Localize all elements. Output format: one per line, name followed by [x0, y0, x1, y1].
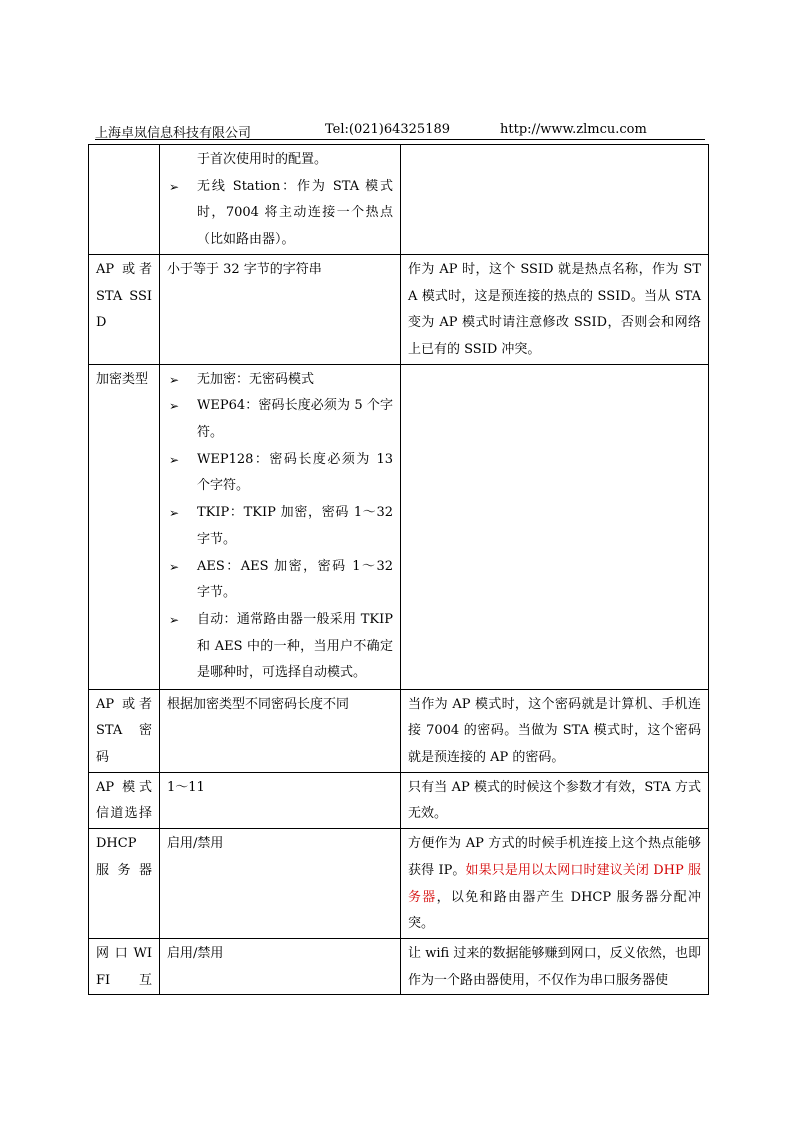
arrow-bullet-icon: ➢ [169, 372, 180, 387]
list-item [167, 447, 393, 500]
page-header [95, 121, 705, 140]
list-item-continued: 于首次使用时的配置。 [197, 152, 328, 167]
remark-highlight-text: 如果只是用以太网口时建议关闭 DHP 服务器 [408, 862, 701, 905]
table-row [89, 689, 709, 772]
arrow-bullet-icon: ➢ [169, 559, 180, 574]
table-row [89, 829, 709, 939]
list-item [167, 554, 393, 607]
param-value-cell: 启用/禁用 [160, 829, 401, 939]
param-value-cell: 根据加密类型不同密码长度不同 [160, 689, 401, 772]
remark-text: 方便作为 AP 方式的时候手机连接上这个热点能够获得 IP。 [408, 836, 701, 878]
header-company: 上海卓岚信息科技有限公司 [95, 126, 252, 141]
table-row [89, 254, 709, 364]
parameter-table [88, 144, 709, 995]
arrow-bullet-icon: ➢ [169, 506, 180, 521]
list-item [167, 393, 393, 446]
param-value-cell: 启用/禁用 [160, 938, 401, 994]
param-remark-cell: 当作为 AP 模式时，这个密码就是计算机、手机连接 7004 的密码。当做为 STA 模式时，这个密码就是预连接的 AP 的密码。 [401, 689, 709, 772]
param-name-cell: 网 口 WIFI 互 [89, 938, 160, 994]
param-value-cell: 小于等于 32 字节的字符串 [160, 254, 401, 364]
param-name-cell: 加密类型 [89, 364, 160, 689]
list-item [167, 174, 393, 254]
header-url: http://www.zlmcu.com [500, 122, 647, 137]
param-remark-cell: 让 wifi 过来的数据能够赚到网口，反义依然，也即作为一个路由器使用，不仅作为串口服务器使 [401, 938, 709, 994]
table-row [89, 938, 709, 994]
list-item [167, 367, 393, 394]
param-value-cell: 1～11 [160, 772, 401, 828]
arrow-bullet-icon: ➢ [169, 612, 180, 627]
list-item-text: 无加密：无密码模式 [197, 371, 315, 387]
table-row [89, 145, 709, 255]
list-item-text: AES：AES 加密，密码 1～32 字节。 [197, 558, 393, 601]
param-name-cell: AP 模式信道选择 [89, 772, 160, 828]
list-item-text: WEP64：密码长度必须为 5 个字符。 [197, 398, 393, 441]
arrow-bullet-icon: ➢ [169, 399, 180, 414]
param-remark-cell [401, 829, 709, 939]
param-value-cell [160, 364, 401, 689]
list-item [167, 607, 393, 687]
param-name-cell: DHCP 服务器 [89, 829, 160, 939]
param-name-cell [89, 145, 160, 255]
param-value-cell [160, 145, 401, 255]
param-remark-cell: 只有当 AP 模式的时候这个参数才有效，STA 方式无效。 [401, 772, 709, 828]
param-remark-cell [401, 364, 709, 689]
list-item-text: WEP128：密码长度必须为 13 个字符。 [197, 451, 393, 494]
param-name-cell: AP 或者 STA SSID [89, 254, 160, 364]
arrow-bullet-icon: ➢ [169, 452, 180, 467]
param-name-cell: AP 或者 STA 密码 [89, 689, 160, 772]
list-item-text: 自动：通常路由器一般采用 TKIP 和 AES 中的一种，当用户不确定是哪种时，可选择自动模式。 [197, 611, 393, 681]
remark-text: ，以免和路由器产生 DHCP 服务器分配冲突。 [408, 889, 701, 932]
list-item-text: 无线 Station：作为 STA 模式时，7004 将主动连接一个热点（比如路由器）。 [197, 178, 393, 248]
list-item [167, 500, 393, 553]
list-item-text: TKIP：TKIP 加密，密码 1～32 字节。 [197, 505, 393, 547]
param-remark-cell [401, 145, 709, 255]
table-row [89, 772, 709, 828]
arrow-bullet-icon: ➢ [169, 179, 180, 194]
table-row [89, 364, 709, 689]
param-remark-cell: 作为 AP 时，这个 SSID 就是热点名称，作为 STA 模式时，这是预连接的热点的 SSID。当从 STA 变为 AP 模式时请注意修改 SSID，否则会和网络上已有的 SSID 冲突。 [401, 254, 709, 364]
header-tel: Tel:(021)64325189 [325, 122, 451, 137]
